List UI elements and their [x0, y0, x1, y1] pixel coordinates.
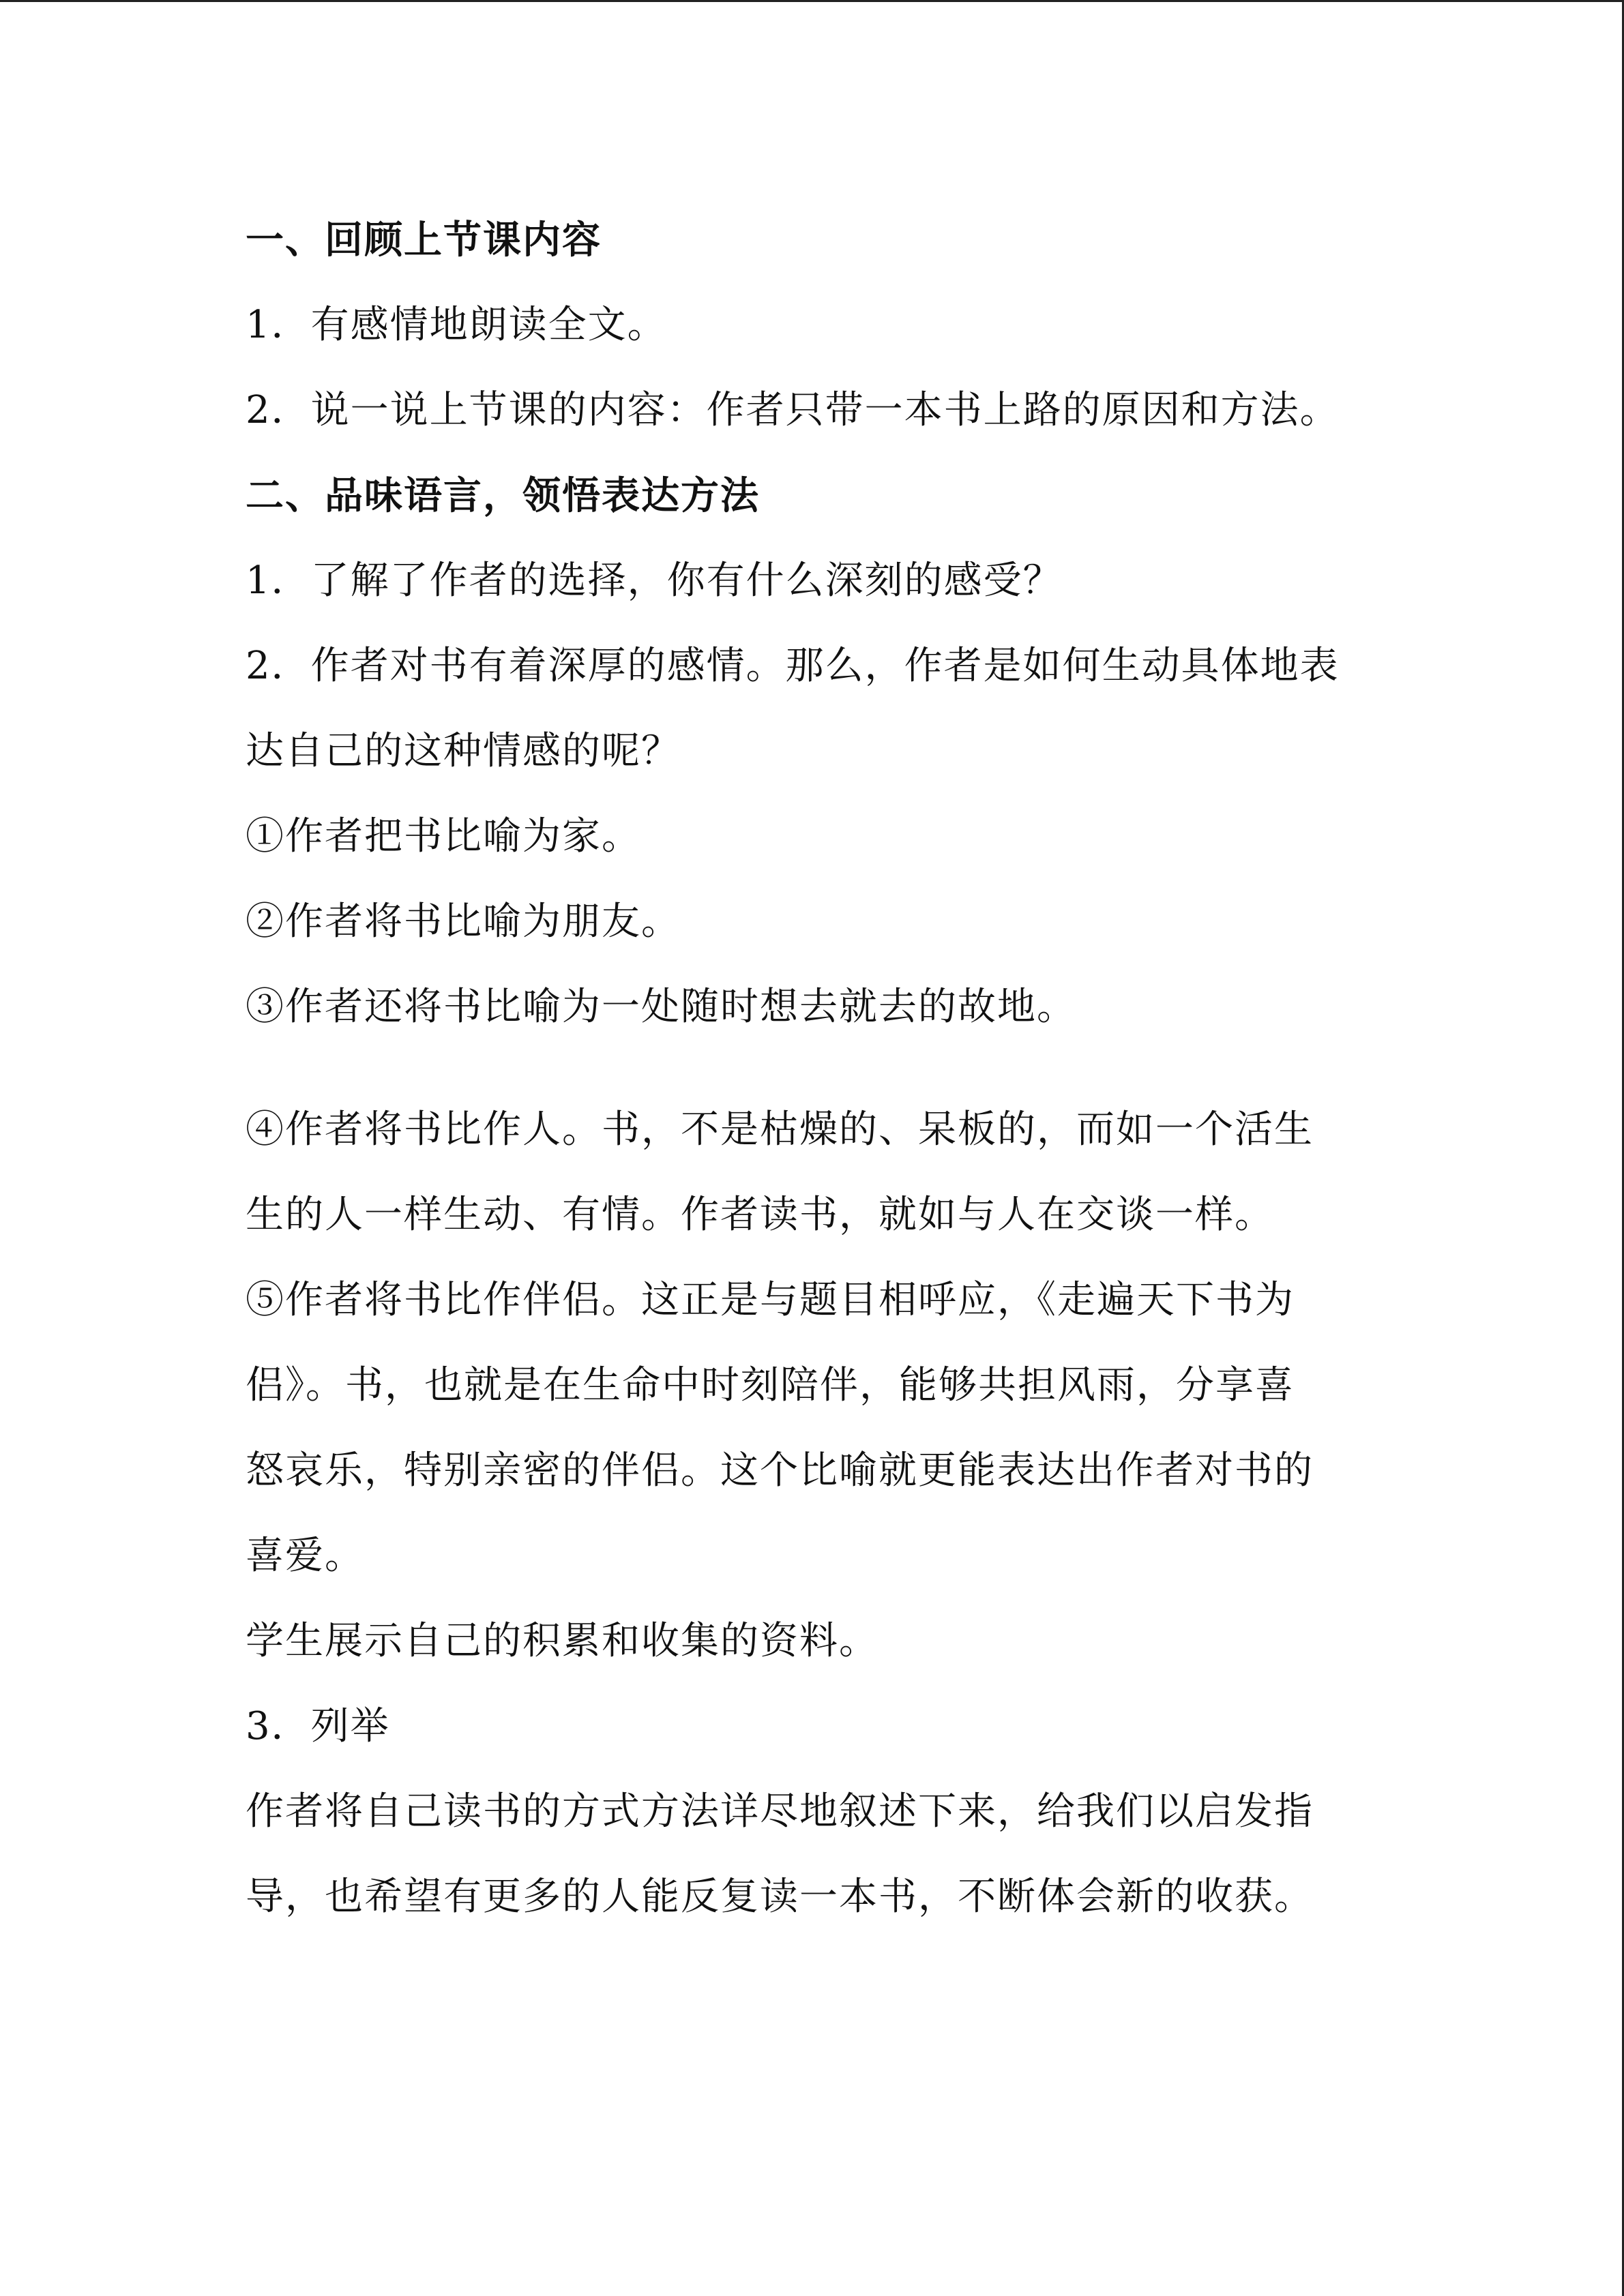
summary-line-1: 作者将自己读书的方式方法详尽地叙述下来，给我们以启发指 [246, 1789, 1314, 1834]
students-activity: 学生展示自己的积累和收集的资料。 [246, 1619, 879, 1663]
metaphor-item-5-line-4: 喜爱。 [246, 1534, 364, 1578]
summary-line-2: 导，也希望有更多的人能反复读一本书，不断体会新的收获。 [246, 1875, 1314, 1919]
metaphor-item-3: ③作者还将书比喻为一处随时想去就去的故地。 [246, 985, 1076, 1029]
metaphor-item-5-line-2: 侣》。书，也就是在生命中时刻陪伴，能够共担风雨，分享喜 [246, 1363, 1295, 1407]
metaphor-item-4-line-2: 生的人一样生动、有情。作者读书，就如与人在交谈一样。 [246, 1193, 1274, 1237]
section-heading-review: 一、回顾上节课内容 [246, 218, 602, 263]
review-item-2: 2．说一说上节课的内容：作者只带一本书上路的原因和方法。 [246, 388, 1340, 432]
metaphor-item-1: ①作者把书比喻为家。 [246, 814, 641, 859]
metaphor-item-5-line-1: ⑤作者将书比作伴侣。这正是与题目相呼应，《走遍天下书为 [246, 1278, 1295, 1322]
metaphor-item-2: ②作者将书比喻为朋友。 [246, 899, 681, 944]
question-3: 3．列举 [246, 1704, 390, 1748]
question-2-line-1: 2．作者对书有着深厚的感情。那么，作者是如何生动具体地表 [246, 644, 1340, 688]
metaphor-item-5-line-3: 怒哀乐，特别亲密的伴侣。这个比喻就更能表达出作者对书的 [246, 1448, 1314, 1493]
question-1: 1．了解了作者的选择，你有什么深刻的感受？ [246, 558, 1063, 603]
review-item-1: 1．有感情地朗读全文。 [246, 303, 667, 347]
section-heading-language: 二、品味语言，领悟表达方法 [246, 473, 760, 518]
question-2-line-2: 达自己的这种情感的呢？ [246, 729, 681, 773]
metaphor-item-4-line-1: ④作者将书比作人。书，不是枯燥的、呆板的，而如一个活生 [246, 1107, 1314, 1152]
